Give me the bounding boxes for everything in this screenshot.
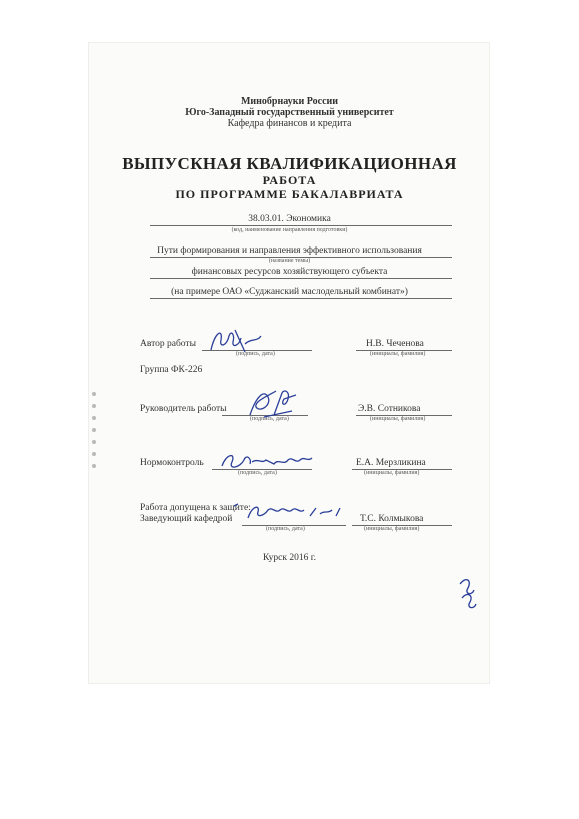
normcontrol-name: Е.А. Мерзликина [356,458,426,468]
city-year: Курск 2016 г. [263,553,316,563]
binding-hole [92,392,96,396]
admission-signature-caption: (подпись, дата) [266,526,305,532]
topic-line1: Пути формирования и направления эффективного использования [157,246,422,256]
topic-underline-3 [150,298,452,299]
author-label: Автор работы [140,339,196,349]
admission-name: Т.С. Колмыкова [360,514,424,524]
document-title-line2: РАБОТА [262,173,317,187]
topic-line2: финансовых ресурсов хозяйствующего субъекта [191,267,388,277]
binding-hole [92,452,96,456]
supervisor-name-caption: (инициалы, фамилия) [370,416,426,422]
normcontrol-signature-image [218,448,318,474]
ministry-name: Минобрнауки России [240,96,339,107]
normcontrol-label: Нормоконтроль [140,458,204,468]
supervisor-signature-image [244,387,304,421]
binding-hole [92,464,96,468]
normcontrol-signature-caption: (подпись, дата) [238,470,277,476]
author-name: Н.В. Чеченова [366,339,424,349]
specialty-value: 38.03.01. Экономика [248,214,331,224]
supervisor-label: Руководитель работы [140,404,227,414]
author-signature-image [205,326,265,356]
supervisor-signature-caption: (подпись, дата) [250,416,289,422]
binding-hole [92,404,96,408]
binding-hole [92,440,96,444]
document-page [88,42,490,684]
topic-line3: (на примере ОАО «Суджанский маслодельный комбинат») [171,287,408,297]
author-name-caption: (инициалы, фамилия) [370,351,426,357]
document-title-line3: ПО ПРОГРАММЕ БАКАЛАВРИАТА [175,187,404,201]
topic-caption: (название темы) [268,258,311,264]
department-name: Кафедра финансов и кредита [227,118,352,129]
author-group: Группа ФК-226 [140,365,203,375]
author-signature-caption: (подпись, дата) [236,351,275,357]
normcontrol-name-caption: (инициалы, фамилия) [364,470,420,476]
topic-underline-2 [150,278,452,279]
specialty-caption: (код, наименование направления подготовки) [231,227,348,233]
admission-label: Работа допущена к защите: [140,503,251,513]
corner-ink-mark [456,574,480,612]
specialty-underline [150,225,452,226]
document-title-line1: ВЫПУСКНАЯ КВАЛИФИКАЦИОННАЯ [122,154,457,173]
head-of-department-label: Заведующий кафедрой [140,514,233,524]
binding-hole [92,428,96,432]
supervisor-name: Э.В. Сотникова [358,404,421,414]
university-name: Юго-Западный государственный университет [185,107,394,118]
admission-signature-image [232,500,348,524]
admission-name-caption: (инициалы, фамилия) [364,526,420,532]
binding-hole [92,416,96,420]
